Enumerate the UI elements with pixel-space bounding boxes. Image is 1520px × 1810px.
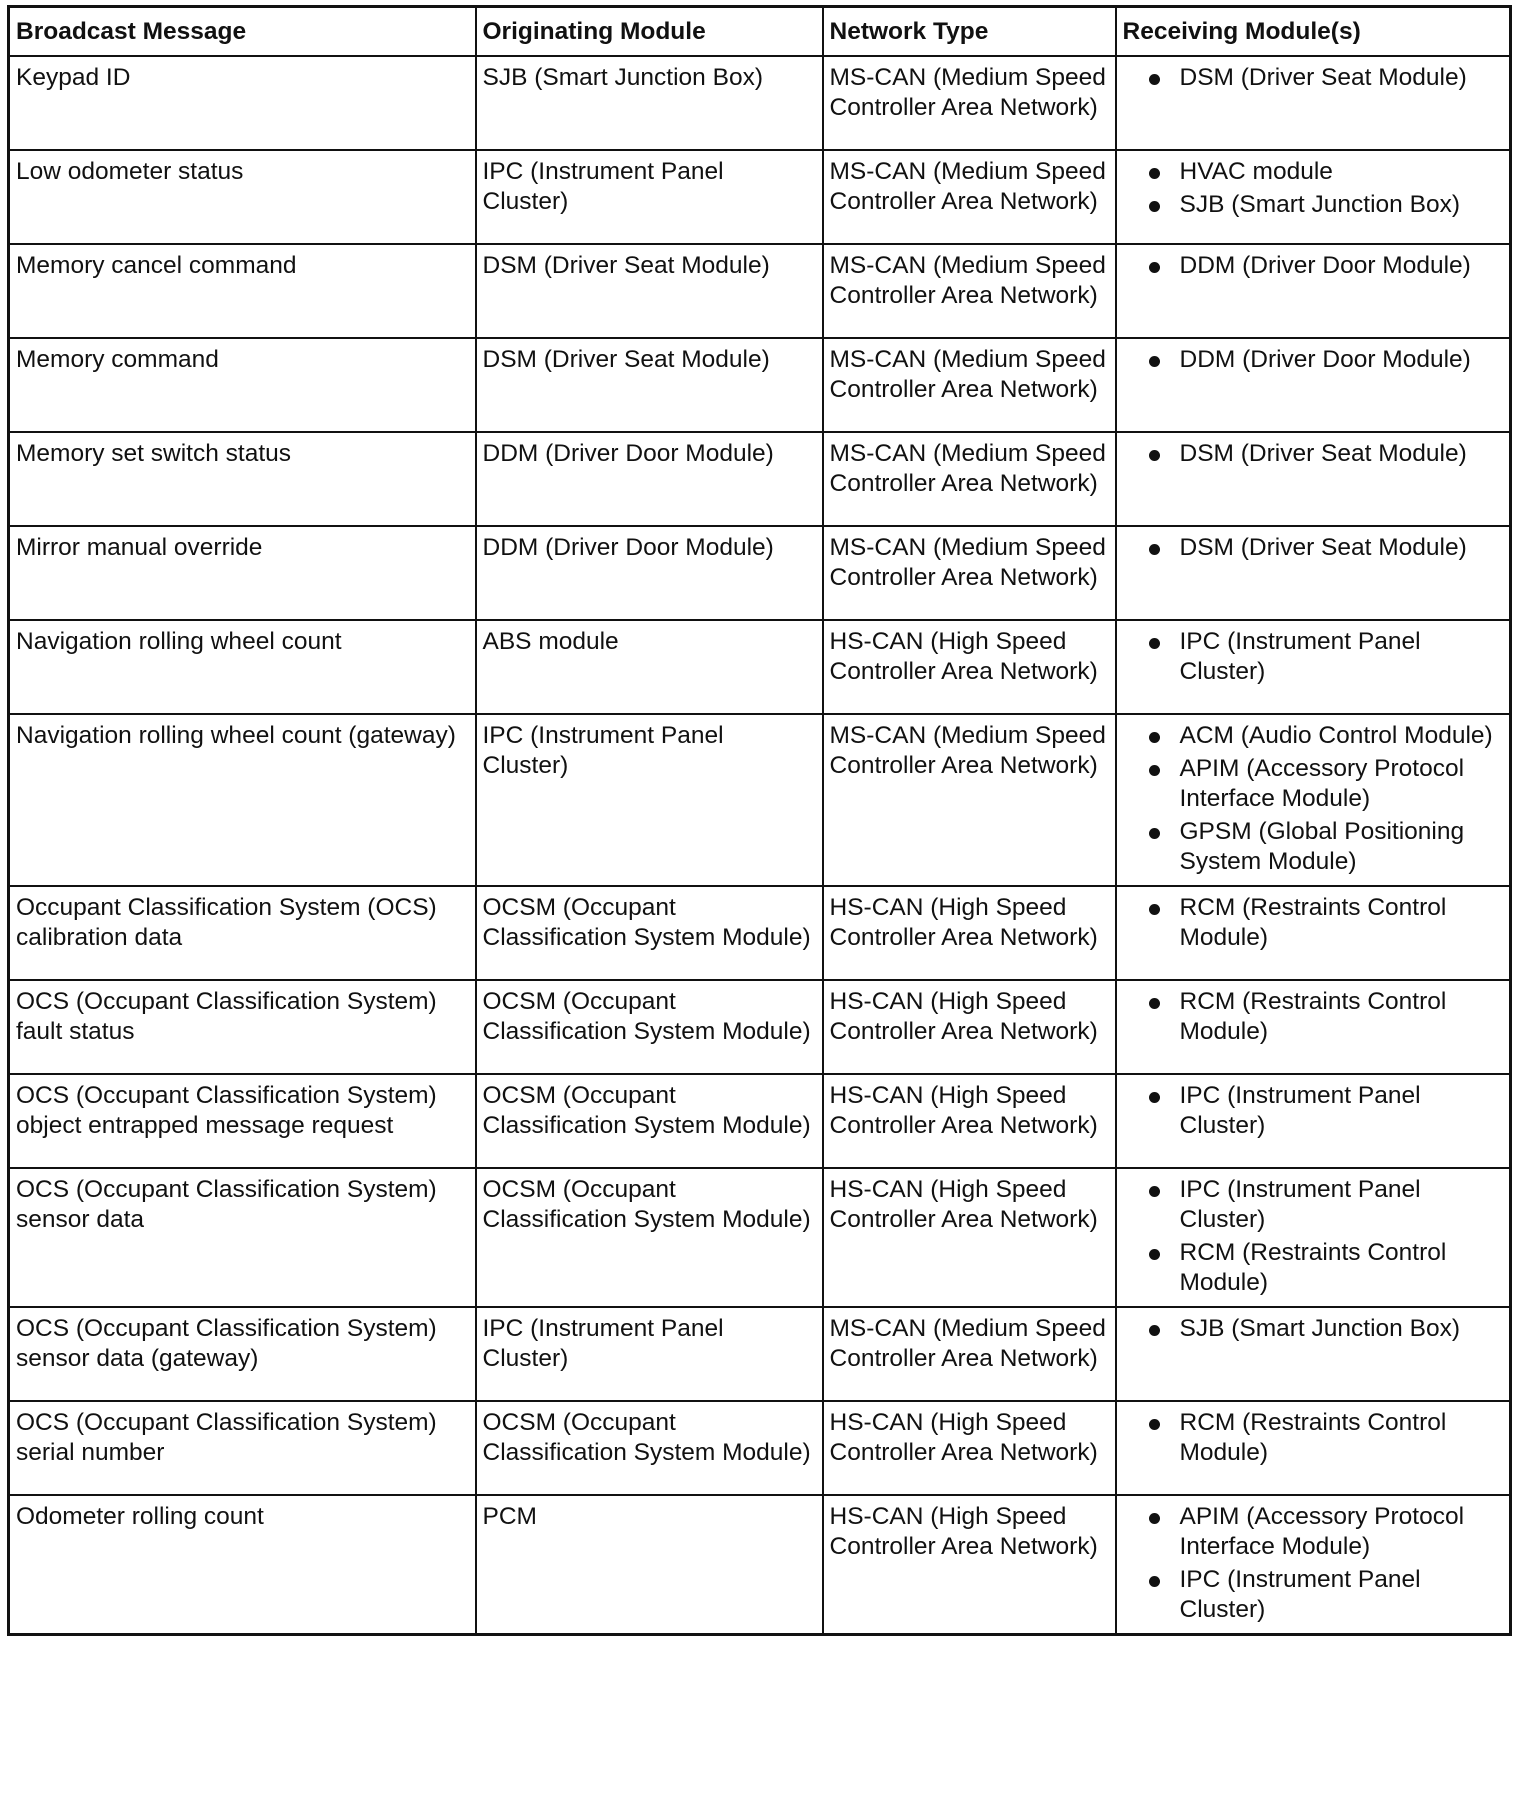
cell-receiving-modules	[1116, 432, 1511, 526]
cell-receiving-modules	[1116, 338, 1511, 432]
receiving-module-item: DSM (Driver Seat Module)	[1123, 439, 1504, 469]
table-row	[9, 432, 1511, 526]
cell-originating-module: OCSM (Occupant Classification System Module)	[476, 1074, 823, 1168]
cell-receiving-modules	[1116, 150, 1511, 244]
receiving-module-list	[1123, 987, 1504, 1047]
cell-broadcast-message: Navigation rolling wheel count (gateway)	[9, 714, 476, 886]
receiving-module-list	[1123, 63, 1504, 93]
cell-network-type: MS-CAN (Medium Speed Controller Area Network)	[823, 1307, 1116, 1401]
receiving-module-item: DSM (Driver Seat Module)	[1123, 533, 1504, 563]
receiving-module-item: ACM (Audio Control Module)	[1123, 721, 1504, 751]
cell-network-type: HS-CAN (High Speed Controller Area Network)	[823, 1401, 1116, 1495]
table-row	[9, 1307, 1511, 1401]
receiving-module-list	[1123, 157, 1504, 220]
receiving-module-list	[1123, 1408, 1504, 1468]
cell-originating-module: IPC (Instrument Panel Cluster)	[476, 714, 823, 886]
receiving-module-item: RCM (Restraints Control Module)	[1123, 893, 1504, 953]
table-row	[9, 244, 1511, 338]
cell-originating-module: IPC (Instrument Panel Cluster)	[476, 1307, 823, 1401]
header-network-type: Network Type	[823, 7, 1116, 57]
cell-network-type: MS-CAN (Medium Speed Controller Area Network)	[823, 526, 1116, 620]
receiving-module-item: IPC (Instrument Panel Cluster)	[1123, 1175, 1504, 1235]
cell-broadcast-message: Occupant Classification System (OCS) calibration data	[9, 886, 476, 980]
receiving-module-item: IPC (Instrument Panel Cluster)	[1123, 1565, 1504, 1625]
receiving-module-list	[1123, 627, 1504, 687]
cell-network-type: MS-CAN (Medium Speed Controller Area Network)	[823, 56, 1116, 150]
cell-broadcast-message: Mirror manual override	[9, 526, 476, 620]
cell-network-type: MS-CAN (Medium Speed Controller Area Network)	[823, 714, 1116, 886]
cell-receiving-modules	[1116, 244, 1511, 338]
receiving-module-list	[1123, 893, 1504, 953]
broadcast-message-table	[7, 5, 1512, 1636]
receiving-module-list	[1123, 721, 1504, 877]
cell-network-type: HS-CAN (High Speed Controller Area Network)	[823, 1168, 1116, 1307]
receiving-module-item: DSM (Driver Seat Module)	[1123, 63, 1504, 93]
table-row	[9, 980, 1511, 1074]
header-originating-module: Originating Module	[476, 7, 823, 57]
cell-originating-module: DSM (Driver Seat Module)	[476, 338, 823, 432]
table-row	[9, 1401, 1511, 1495]
receiving-module-item: DDM (Driver Door Module)	[1123, 251, 1504, 281]
receiving-module-item: DDM (Driver Door Module)	[1123, 345, 1504, 375]
receiving-module-item: RCM (Restraints Control Module)	[1123, 1408, 1504, 1468]
cell-network-type: HS-CAN (High Speed Controller Area Network)	[823, 980, 1116, 1074]
cell-originating-module: DDM (Driver Door Module)	[476, 432, 823, 526]
cell-broadcast-message: OCS (Occupant Classification System) sensor data (gateway)	[9, 1307, 476, 1401]
cell-broadcast-message: Low odometer status	[9, 150, 476, 244]
table-row	[9, 620, 1511, 714]
cell-receiving-modules	[1116, 56, 1511, 150]
cell-receiving-modules	[1116, 1307, 1511, 1401]
table-row	[9, 338, 1511, 432]
cell-originating-module: OCSM (Occupant Classification System Module)	[476, 1168, 823, 1307]
cell-network-type: HS-CAN (High Speed Controller Area Network)	[823, 886, 1116, 980]
receiving-module-list	[1123, 1081, 1504, 1141]
receiving-module-item: SJB (Smart Junction Box)	[1123, 1314, 1504, 1344]
table-body	[9, 56, 1511, 1635]
cell-receiving-modules	[1116, 1074, 1511, 1168]
cell-broadcast-message: Memory cancel command	[9, 244, 476, 338]
cell-receiving-modules	[1116, 1495, 1511, 1635]
table-row	[9, 886, 1511, 980]
cell-receiving-modules	[1116, 714, 1511, 886]
cell-broadcast-message: OCS (Occupant Classification System) object entrapped message request	[9, 1074, 476, 1168]
cell-receiving-modules	[1116, 1168, 1511, 1307]
receiving-module-item: IPC (Instrument Panel Cluster)	[1123, 1081, 1504, 1141]
receiving-module-list	[1123, 1175, 1504, 1298]
cell-originating-module: DSM (Driver Seat Module)	[476, 244, 823, 338]
cell-originating-module: PCM	[476, 1495, 823, 1635]
receiving-module-list	[1123, 1502, 1504, 1625]
cell-network-type: HS-CAN (High Speed Controller Area Network)	[823, 1074, 1116, 1168]
cell-broadcast-message: OCS (Occupant Classification System) fault status	[9, 980, 476, 1074]
header-receiving-modules: Receiving Module(s)	[1116, 7, 1511, 57]
cell-originating-module: DDM (Driver Door Module)	[476, 526, 823, 620]
cell-broadcast-message: Memory set switch status	[9, 432, 476, 526]
cell-receiving-modules	[1116, 886, 1511, 980]
receiving-module-list	[1123, 533, 1504, 563]
cell-broadcast-message: OCS (Occupant Classification System) sensor data	[9, 1168, 476, 1307]
cell-network-type: HS-CAN (High Speed Controller Area Network)	[823, 620, 1116, 714]
receiving-module-item: GPSM (Global Positioning System Module)	[1123, 817, 1504, 877]
receiving-module-list	[1123, 345, 1504, 375]
table-row	[9, 1495, 1511, 1635]
cell-broadcast-message: Keypad ID	[9, 56, 476, 150]
table-row	[9, 526, 1511, 620]
cell-network-type: MS-CAN (Medium Speed Controller Area Network)	[823, 244, 1116, 338]
table-row	[9, 56, 1511, 150]
cell-originating-module: ABS module	[476, 620, 823, 714]
cell-network-type: HS-CAN (High Speed Controller Area Network)	[823, 1495, 1116, 1635]
cell-broadcast-message: Odometer rolling count	[9, 1495, 476, 1635]
cell-originating-module: OCSM (Occupant Classification System Module)	[476, 886, 823, 980]
table-row	[9, 714, 1511, 886]
receiving-module-list	[1123, 1314, 1504, 1344]
cell-broadcast-message: Navigation rolling wheel count	[9, 620, 476, 714]
table-row	[9, 1168, 1511, 1307]
table-header	[9, 7, 1511, 57]
cell-originating-module: SJB (Smart Junction Box)	[476, 56, 823, 150]
receiving-module-item: APIM (Accessory Protocol Interface Module)	[1123, 1502, 1504, 1562]
cell-receiving-modules	[1116, 980, 1511, 1074]
receiving-module-list	[1123, 251, 1504, 281]
cell-receiving-modules	[1116, 1401, 1511, 1495]
cell-receiving-modules	[1116, 526, 1511, 620]
cell-broadcast-message: OCS (Occupant Classification System) serial number	[9, 1401, 476, 1495]
receiving-module-item: HVAC module	[1123, 157, 1504, 187]
cell-network-type: MS-CAN (Medium Speed Controller Area Network)	[823, 432, 1116, 526]
cell-broadcast-message: Memory command	[9, 338, 476, 432]
header-row	[9, 7, 1511, 57]
cell-originating-module: IPC (Instrument Panel Cluster)	[476, 150, 823, 244]
table-row	[9, 1074, 1511, 1168]
cell-network-type: MS-CAN (Medium Speed Controller Area Network)	[823, 338, 1116, 432]
cell-originating-module: OCSM (Occupant Classification System Module)	[476, 980, 823, 1074]
table-row	[9, 150, 1511, 244]
receiving-module-list	[1123, 439, 1504, 469]
cell-originating-module: OCSM (Occupant Classification System Module)	[476, 1401, 823, 1495]
receiving-module-item: RCM (Restraints Control Module)	[1123, 1238, 1504, 1298]
receiving-module-item: RCM (Restraints Control Module)	[1123, 987, 1504, 1047]
receiving-module-item: APIM (Accessory Protocol Interface Module)	[1123, 754, 1504, 814]
receiving-module-item: IPC (Instrument Panel Cluster)	[1123, 627, 1504, 687]
cell-receiving-modules	[1116, 620, 1511, 714]
cell-network-type: MS-CAN (Medium Speed Controller Area Network)	[823, 150, 1116, 244]
header-broadcast-message: Broadcast Message	[9, 7, 476, 57]
receiving-module-item: SJB (Smart Junction Box)	[1123, 190, 1504, 220]
